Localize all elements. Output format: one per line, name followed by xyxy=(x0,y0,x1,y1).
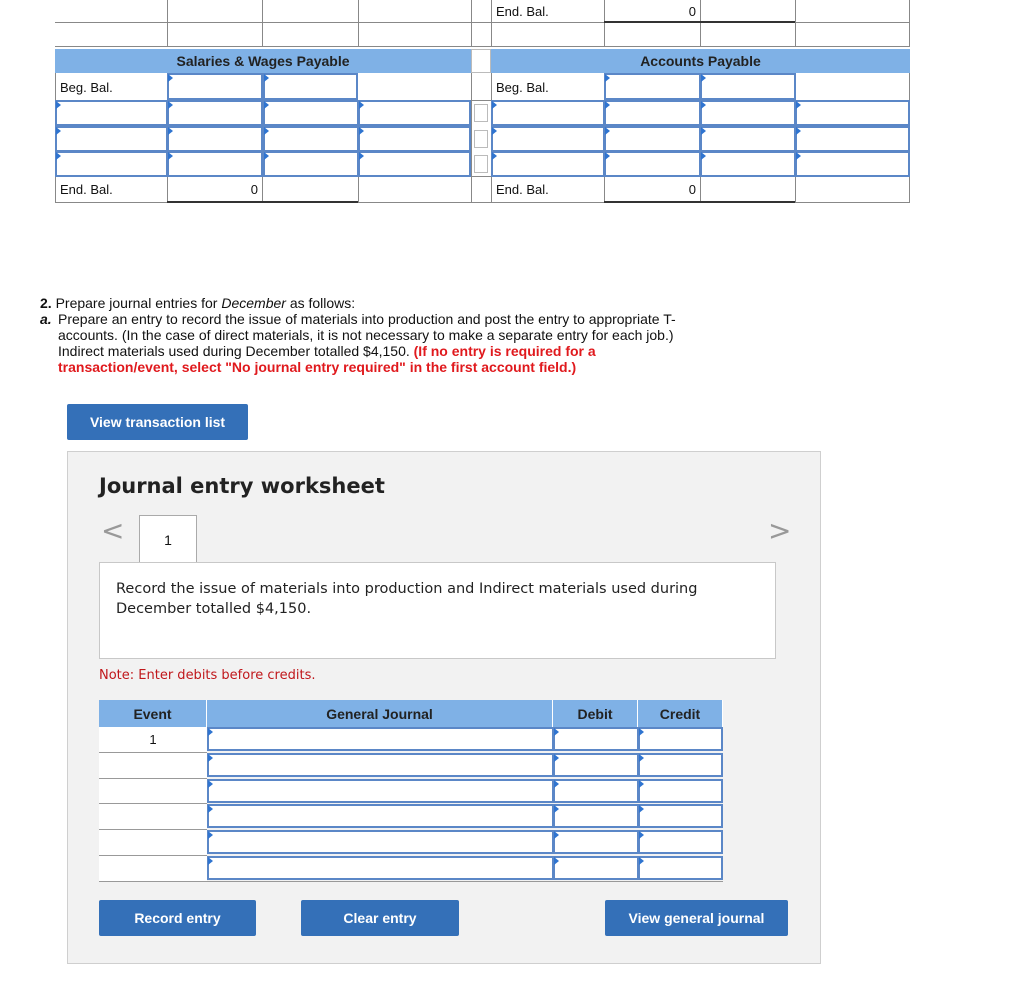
payable-beg-bal-label: Beg. Bal. xyxy=(496,79,549,95)
payable-row1-account-right-input[interactable] xyxy=(795,100,910,126)
payable-row3-account-input[interactable] xyxy=(491,151,605,177)
salaries-row2-debit-input[interactable] xyxy=(167,126,263,152)
journal-row6-debit-input[interactable] xyxy=(553,856,639,880)
journal-row4-account-input[interactable] xyxy=(207,804,554,828)
sub-letter: a. xyxy=(40,311,52,327)
payable-row3-account-right-input[interactable] xyxy=(795,151,910,177)
journal-row3-debit-input[interactable] xyxy=(553,779,639,803)
journal-row1-debit-input[interactable] xyxy=(553,727,639,751)
worksheet-title: Journal entry worksheet xyxy=(99,474,385,498)
salaries-account-title: Salaries & Wages Payable xyxy=(55,49,471,73)
salaries-row1-account-right-input[interactable] xyxy=(358,100,471,126)
journal-row2-debit-input[interactable] xyxy=(553,753,639,777)
journal-row6-account-input[interactable] xyxy=(207,856,554,880)
payable-end-bal-value: 0 xyxy=(688,182,696,197)
payable-row2-account-right-input[interactable] xyxy=(795,126,910,152)
top-end-bal-value: 0 xyxy=(688,3,696,19)
journal-row1-account-input[interactable] xyxy=(207,727,554,751)
payable-end-bal-label: End. Bal. xyxy=(496,182,549,197)
payable-row1-account-input[interactable] xyxy=(491,100,605,126)
payable-beg-credit-input[interactable] xyxy=(700,73,796,100)
prev-arrow-icon[interactable]: < xyxy=(101,514,125,547)
salaries-end-bal-label: End. Bal. xyxy=(60,182,113,197)
debit-column-header: Debit xyxy=(553,700,638,727)
journal-row6-credit-input[interactable] xyxy=(638,856,723,880)
step-number: 2. xyxy=(40,295,52,311)
journal-row5-debit-input[interactable] xyxy=(553,830,639,854)
event-number: 1 xyxy=(149,732,157,747)
salaries-row3-account-right-input[interactable] xyxy=(358,151,471,177)
journal-row3-credit-input[interactable] xyxy=(638,779,723,803)
salaries-row3-debit-input[interactable] xyxy=(167,151,263,177)
step-month: December xyxy=(221,295,286,311)
payable-beg-debit-input[interactable] xyxy=(604,73,701,100)
salaries-row3-credit-input[interactable] xyxy=(263,151,359,177)
payable-row2-credit-input[interactable] xyxy=(700,126,796,152)
payable-row1-credit-input[interactable] xyxy=(700,100,796,126)
salaries-row2-account-right-input[interactable] xyxy=(358,126,471,152)
payable-row2-debit-input[interactable] xyxy=(604,126,701,152)
journal-row5-account-input[interactable] xyxy=(207,830,554,854)
record-entry-button[interactable]: Record entry xyxy=(99,900,256,936)
salaries-row3-account-input[interactable] xyxy=(55,151,168,177)
payable-account-title: Accounts Payable xyxy=(491,49,910,73)
payable-row2-account-input[interactable] xyxy=(491,126,605,152)
next-arrow-icon[interactable]: > xyxy=(768,514,792,547)
salaries-row1-debit-input[interactable] xyxy=(167,100,263,126)
transaction-description: Record the issue of materials into production and Indirect materials used during December totalled $4,150. xyxy=(99,562,776,659)
journal-row2-credit-input[interactable] xyxy=(638,753,723,777)
salaries-beg-credit-input[interactable] xyxy=(263,73,358,100)
view-transaction-list-button[interactable]: View transaction list xyxy=(67,404,248,440)
debits-credits-note: Note: Enter debits before credits. xyxy=(99,668,316,683)
journal-row1-credit-input[interactable] xyxy=(638,727,723,751)
salaries-row1-credit-input[interactable] xyxy=(263,100,359,126)
journal-row4-debit-input[interactable] xyxy=(553,804,639,828)
instructions xyxy=(40,295,740,375)
payable-row3-debit-input[interactable] xyxy=(604,151,701,177)
salaries-beg-debit-input[interactable] xyxy=(167,73,263,100)
salaries-row2-account-input[interactable] xyxy=(55,126,168,152)
journal-row4-credit-input[interactable] xyxy=(638,804,723,828)
step-text-pre: Prepare journal entries for xyxy=(55,295,222,311)
event-column-header: Event xyxy=(99,700,207,727)
payable-row3-credit-input[interactable] xyxy=(700,151,796,177)
red-instruction: (If no entry is required for a transaction/event, select "No journal entry required" in the first account field.) xyxy=(58,343,596,375)
worksheet-tab-1[interactable]: 1 xyxy=(139,515,197,563)
general-journal-column-header: General Journal xyxy=(207,700,553,727)
salaries-row2-credit-input[interactable] xyxy=(263,126,359,152)
salaries-beg-bal-label: Beg. Bal. xyxy=(60,79,113,95)
journal-row2-account-input[interactable] xyxy=(207,753,554,777)
clear-entry-button[interactable]: Clear entry xyxy=(301,900,459,936)
credit-column-header: Credit xyxy=(638,700,723,727)
payable-row1-debit-input[interactable] xyxy=(604,100,701,126)
view-general-journal-button[interactable]: View general journal xyxy=(605,900,788,936)
journal-row3-account-input[interactable] xyxy=(207,779,554,803)
journal-row5-credit-input[interactable] xyxy=(638,830,723,854)
top-end-bal-label: End. Bal. xyxy=(496,3,549,19)
salaries-end-bal-value: 0 xyxy=(250,182,258,197)
step-text-post: as follows: xyxy=(285,295,356,311)
salaries-row1-account-input[interactable] xyxy=(55,100,168,126)
sub-text: Prepare an entry to record the issue of materials into production and post the entry to appropriate T-accounts. (In the case of direct materials, it is not necessary to make a separate entry for each job.) Indirect materials used during December totalled $4,150. xyxy=(58,311,676,359)
